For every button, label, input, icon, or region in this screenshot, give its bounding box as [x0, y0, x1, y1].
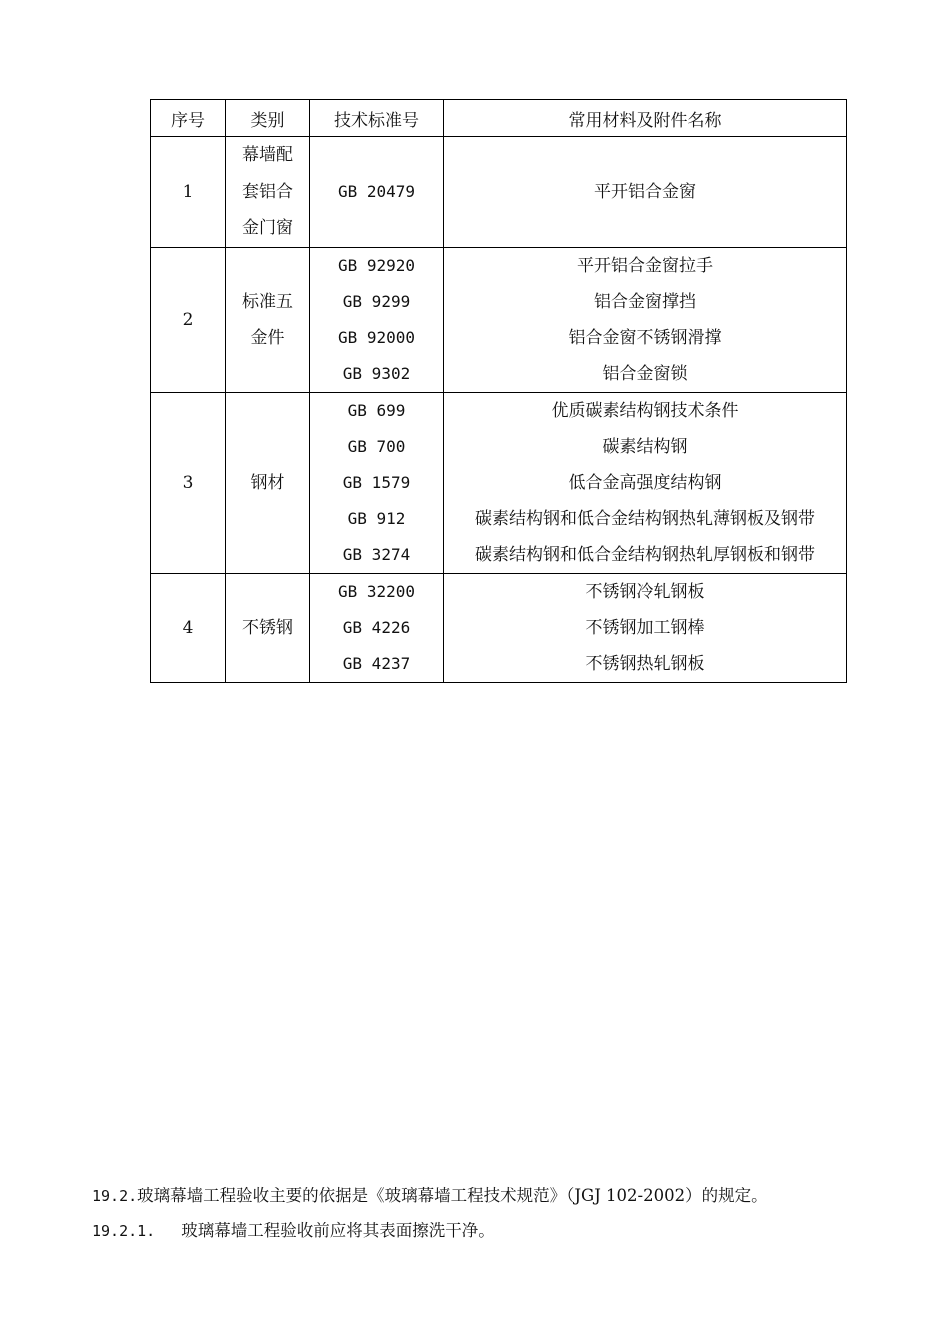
table-row-group-1	[151, 137, 847, 248]
material-name: 平开铝合金窗	[594, 181, 696, 202]
header-standard-number: 技术标准号	[310, 100, 444, 137]
standard-number: GB 4226	[342, 617, 411, 637]
category-line: 金件	[250, 327, 285, 348]
paragraph-text: 玻璃幕墙工程验收主要的依据是《玻璃幕墙工程技术规范》（JGJ 102-2002）的规定。	[137, 1186, 768, 1205]
section-number: 19.2.1.	[92, 1222, 156, 1240]
paragraph-acceptance-basis	[92, 1182, 768, 1206]
standard-number: GB 9302	[342, 363, 411, 383]
material-name: 碳素结构钢和低合金结构钢热轧厚钢板和钢带	[475, 544, 815, 565]
material-name: 碳素结构钢和低合金结构钢热轧薄钢板及钢带	[475, 508, 815, 529]
standard-number: GB 9299	[342, 291, 411, 311]
standards-table	[150, 99, 847, 683]
material-name: 碳素结构钢	[602, 436, 688, 457]
group-category	[226, 573, 310, 682]
table-header-row	[151, 100, 847, 137]
standard-number: GB 4237	[342, 653, 411, 673]
group-number: 4	[151, 573, 226, 682]
header-category: 类别	[226, 100, 310, 137]
material-name: 不锈钢冷轧钢板	[585, 581, 705, 602]
material-name: 优质碳素结构钢技术条件	[551, 400, 739, 421]
section-number: 19.2.	[92, 1187, 138, 1205]
group-materials	[444, 573, 847, 682]
category-line: 标准五	[242, 291, 293, 312]
material-name: 低合金高强度结构钢	[568, 472, 722, 493]
group-standards	[310, 247, 444, 392]
material-name: 不锈钢热轧钢板	[585, 653, 705, 674]
table-row-group-4	[151, 573, 847, 682]
group-category	[226, 247, 310, 392]
group-number: 2	[151, 247, 226, 392]
paragraph-text: 玻璃幕墙工程验收前应将其表面擦洗干净。	[181, 1221, 495, 1240]
group-standards	[310, 137, 444, 248]
standard-number: GB 20479	[337, 181, 416, 201]
category-line: 不锈钢	[242, 617, 293, 638]
header-serial-number: 序号	[151, 100, 226, 137]
standard-number: GB 912	[347, 508, 406, 528]
standard-number: GB 92920	[337, 255, 416, 275]
material-name: 不锈钢加工钢棒	[585, 617, 705, 638]
category-line: 幕墙配	[242, 145, 293, 165]
standard-number: GB 32200	[337, 581, 416, 601]
material-name: 铝合金窗不锈钢滑撑	[568, 327, 722, 348]
group-materials	[444, 392, 847, 573]
category-line: 金门窗	[242, 218, 293, 239]
standard-number: GB 699	[347, 400, 406, 420]
paragraph-cleaning-requirement	[92, 1217, 495, 1241]
material-name: 铝合金窗撑挡	[594, 291, 696, 312]
group-standards	[310, 573, 444, 682]
group-category	[226, 392, 310, 573]
material-name: 铝合金窗锁	[602, 363, 688, 384]
group-category	[226, 137, 310, 248]
standard-number: GB 1579	[342, 472, 411, 492]
table-row-group-3	[151, 392, 847, 573]
group-materials	[444, 137, 847, 248]
group-standards	[310, 392, 444, 573]
standard-number: GB 700	[347, 436, 406, 456]
table-row-group-2	[151, 247, 847, 392]
group-number: 3	[151, 392, 226, 573]
category-line: 套铝合	[242, 181, 293, 202]
standard-number: GB 92000	[337, 327, 416, 347]
category-line: 钢材	[250, 472, 285, 493]
group-materials	[444, 247, 847, 392]
group-number: 1	[151, 137, 226, 248]
standard-number: GB 3274	[342, 544, 411, 564]
header-material-name: 常用材料及附件名称	[444, 100, 847, 137]
material-name: 平开铝合金窗拉手	[577, 255, 713, 276]
